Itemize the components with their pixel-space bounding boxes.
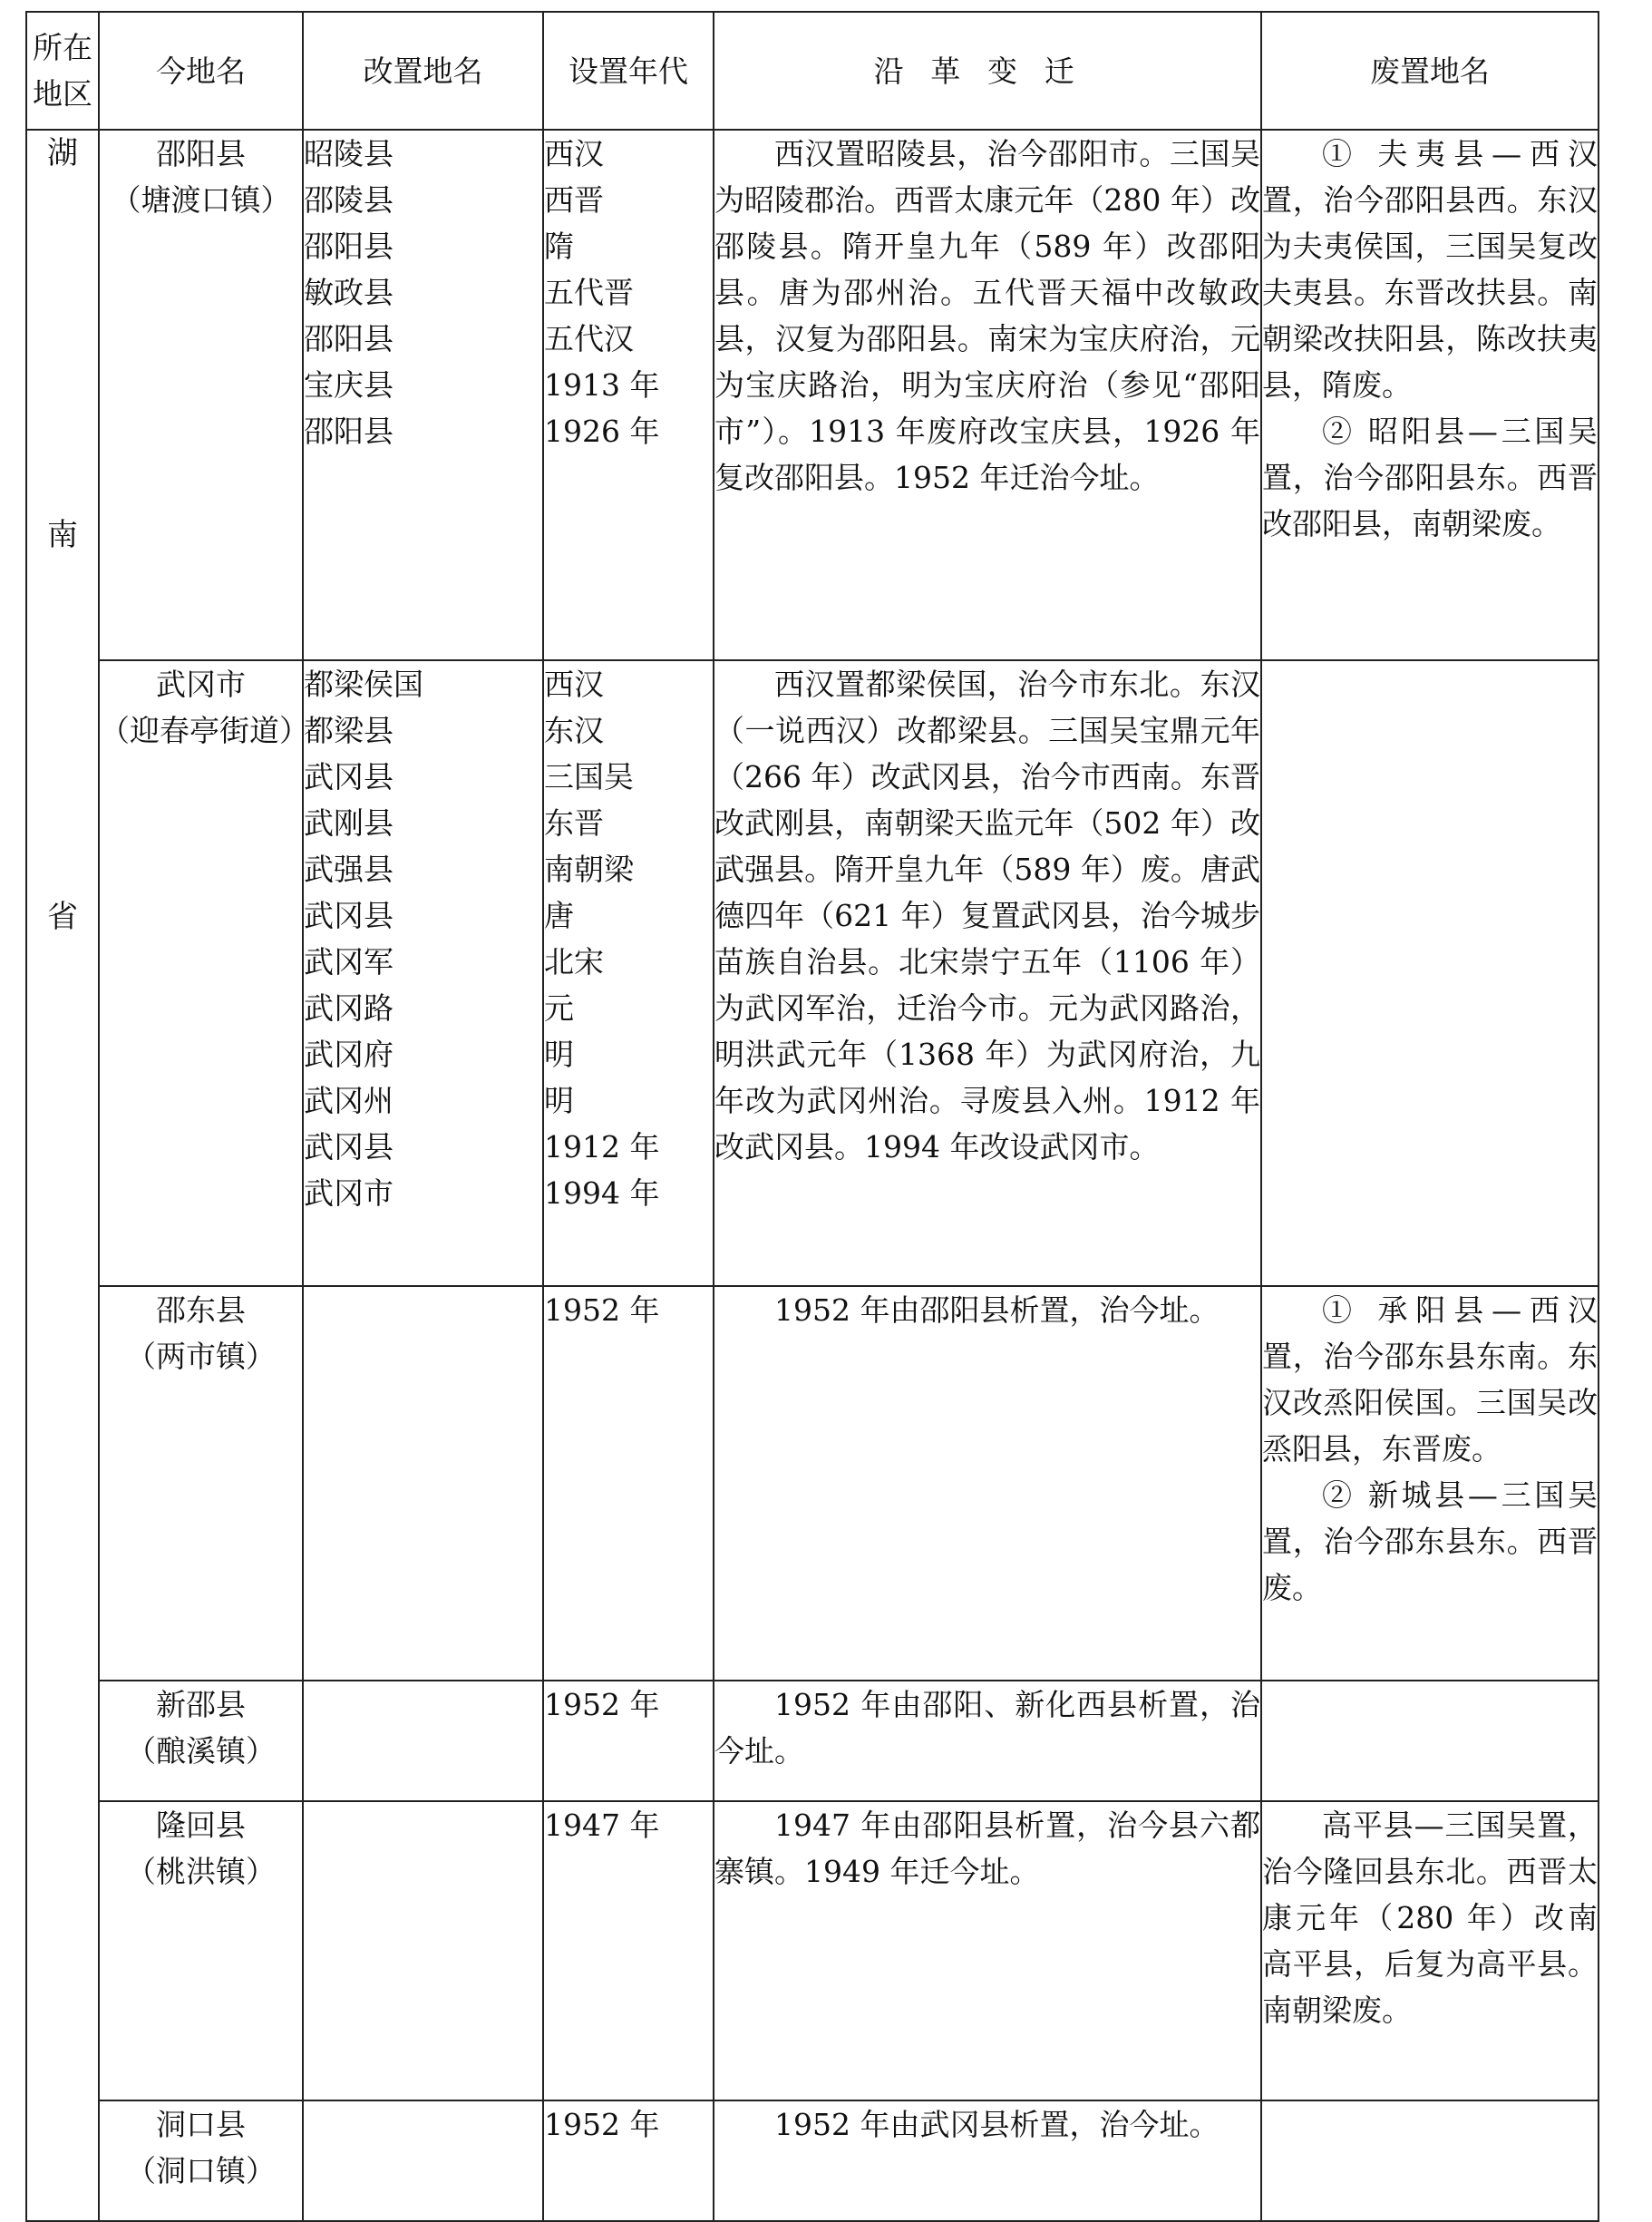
renamed-item: 武刚县 — [304, 805, 394, 841]
table-row — [26, 1681, 1599, 1801]
header-row — [26, 12, 1599, 130]
history-cell: 1947 年由邵阳县析置，治今县六都寨镇。1949 年迁今址。 — [714, 1801, 1261, 2100]
year-item: 1926 年 — [544, 414, 660, 449]
year-item: 西汉 — [544, 667, 604, 702]
renamed-item: 邵阳县 — [304, 321, 394, 356]
renamed-cell — [303, 130, 543, 660]
year-item: 唐 — [544, 898, 574, 933]
abolished-item: ② 新城县—三国吴置，治今邵东县东。西晋废。 — [1262, 1477, 1598, 1605]
year-item: 明 — [544, 1083, 574, 1118]
county-seat: （洞口镇） — [126, 2153, 276, 2188]
current-name-cell — [99, 130, 303, 660]
gazetteer-table — [25, 11, 1599, 2222]
county-name: 武冈市 — [156, 667, 246, 702]
year-item: 明 — [544, 1037, 574, 1072]
abolished-item: ② 昭阳县—三国吴置，治今邵阳县东。西晋改邵阳县，南朝梁废。 — [1262, 414, 1598, 541]
year-item: 1952 年 — [544, 1687, 660, 1722]
table-row — [26, 2100, 1599, 2221]
year-item: 1912 年 — [544, 1129, 660, 1165]
header-history: 沿革变迁 — [714, 12, 1261, 130]
year-item: 南朝梁 — [544, 852, 634, 887]
year-item: 北宋 — [544, 944, 604, 979]
abolished-cell — [1261, 2100, 1599, 2221]
header-region: 所在地区 — [26, 12, 99, 130]
table-row — [26, 130, 1599, 660]
years-cell — [543, 130, 714, 660]
year-item: 五代晋 — [544, 275, 634, 310]
renamed-item: 邵阳县 — [304, 229, 394, 264]
year-item: 1947 年 — [544, 1808, 660, 1843]
region-cell — [26, 130, 99, 2221]
year-item: 1913 年 — [544, 367, 660, 403]
abolished-cell — [1261, 1801, 1599, 2100]
renamed-cell — [303, 1681, 543, 1801]
years-cell — [543, 2100, 714, 2221]
years-cell — [543, 1681, 714, 1801]
history-cell: 1952 年由邵阳县析置，治今址。 — [714, 1286, 1261, 1681]
year-item: 隋 — [544, 229, 574, 264]
year-item: 五代汉 — [544, 321, 634, 356]
history-cell: 西汉置都梁侯国，治今市东北。东汉（一说西汉）改都梁县。三国吴宝鼎元年（266 年）改武冈县，治今市西南。东晋改武刚县，南朝梁天监元年（502 年）改武强县。隋开皇九年（589 年）废。唐武德四年（621 年）复置武冈县，治今城步苗族自治县。北宋崇宁五年（1106 年）为武冈军治，迁治今市。元为武冈路治，明洪武元年（1368 年）为武冈府治，九年改为武冈州治。寻废县入州。1912 年改武冈县。1994 年改设武冈市。 — [714, 660, 1261, 1286]
renamed-item: 邵阳县 — [304, 414, 394, 449]
renamed-item: 武冈市 — [304, 1175, 394, 1211]
year-item: 1994 年 — [544, 1175, 660, 1211]
renamed-cell — [303, 1801, 543, 2100]
renamed-item: 武冈县 — [304, 898, 394, 933]
renamed-item: 敏政县 — [304, 275, 394, 310]
years-cell — [543, 1286, 714, 1681]
abolished-cell — [1261, 660, 1599, 1286]
header-years: 设置年代 — [543, 12, 714, 130]
renamed-item: 都梁县 — [304, 713, 394, 748]
county-name: 隆回县 — [156, 1808, 246, 1843]
county-seat: （酿溪镇） — [126, 1733, 276, 1769]
county-seat: （迎春亭街道） — [100, 713, 309, 748]
table-row — [26, 1286, 1599, 1681]
renamed-item: 武冈县 — [304, 759, 394, 794]
history-cell: 1952 年由武冈县析置，治今址。 — [714, 2100, 1261, 2221]
abolished-item: ① 承阳县—西汉置，治今邵东县东南。东汉改烝阳侯国。三国吴改烝阳县，东晋废。 — [1262, 1292, 1598, 1467]
header-renamed: 改置地名 — [303, 12, 543, 130]
renamed-item: 都梁侯国 — [304, 667, 423, 702]
renamed-cell — [303, 660, 543, 1286]
county-name: 新邵县 — [156, 1687, 246, 1722]
region-label: 湖 南 省 — [47, 135, 78, 935]
renamed-item: 武冈州 — [304, 1083, 394, 1118]
abolished-item: ① 夫夷县—西汉置，治今邵阳县西。东汉为夫夷侯国，三国吴复改夫夷县。东晋改扶县。南朝梁改扶阳县，陈改扶夷县，隋废。 — [1262, 136, 1598, 403]
table-row — [26, 660, 1599, 1286]
abolished-cell — [1261, 1681, 1599, 1801]
year-item: 元 — [544, 990, 574, 1026]
county-name: 洞口县 — [156, 2107, 246, 2142]
current-name-cell — [99, 1286, 303, 1681]
renamed-item: 邵陵县 — [304, 182, 394, 218]
years-cell — [543, 660, 714, 1286]
header-current-name: 今地名 — [99, 12, 303, 130]
abolished-cell — [1261, 1286, 1599, 1681]
county-name: 邵阳县 — [156, 136, 246, 171]
renamed-item: 宝庆县 — [304, 367, 394, 403]
year-item: 三国吴 — [544, 759, 634, 794]
renamed-item: 昭陵县 — [304, 136, 394, 171]
abolished-cell — [1261, 130, 1599, 660]
renamed-cell — [303, 1286, 543, 1681]
year-item: 东汉 — [544, 713, 604, 748]
year-item: 西汉 — [544, 136, 604, 171]
history-cell: 西汉置昭陵县，治今邵阳市。三国吴为昭陵郡治。西晋太康元年（280 年）改邵陵县。隋开皇九年（589 年）改邵阳县。唐为邵州治。五代晋天福中改敏政县，汉复为邵阳县。南宋为宝庆府治，元为宝庆路治，明为宝庆府治（参见“邵阳市”）。1913 年废府改宝庆县，1926 年复改邵阳县。1952 年迁治今址。 — [714, 130, 1261, 660]
table-row — [26, 1801, 1599, 2100]
years-cell — [543, 1801, 714, 2100]
renamed-item: 武冈路 — [304, 990, 394, 1026]
current-name-cell — [99, 1801, 303, 2100]
renamed-item: 武强县 — [304, 852, 394, 887]
current-name-cell — [99, 1681, 303, 1801]
history-cell: 1952 年由邵阳、新化西县析置，治今址。 — [714, 1681, 1261, 1801]
county-seat: （两市镇） — [126, 1339, 276, 1374]
current-name-cell — [99, 660, 309, 1286]
current-name-cell — [99, 2100, 303, 2221]
renamed-item: 武冈军 — [304, 944, 394, 979]
county-seat: （桃洪镇） — [126, 1854, 276, 1889]
county-name: 邵东县 — [156, 1292, 246, 1328]
renamed-item: 武冈府 — [304, 1037, 394, 1072]
renamed-item: 武冈县 — [304, 1129, 394, 1165]
abolished-item: 高平县—三国吴置，治今隆回县东北。西晋太康元年（280 年）改南高平县，后复为高平县。南朝梁废。 — [1262, 1808, 1598, 2028]
year-item: 1952 年 — [544, 2107, 660, 2142]
year-item: 1952 年 — [544, 1292, 660, 1328]
county-seat: （塘渡口镇） — [111, 182, 291, 218]
year-item: 西晋 — [544, 182, 604, 218]
header-abolished: 废置地名 — [1261, 12, 1599, 130]
renamed-cell — [303, 2100, 543, 2221]
year-item: 东晋 — [544, 805, 604, 841]
